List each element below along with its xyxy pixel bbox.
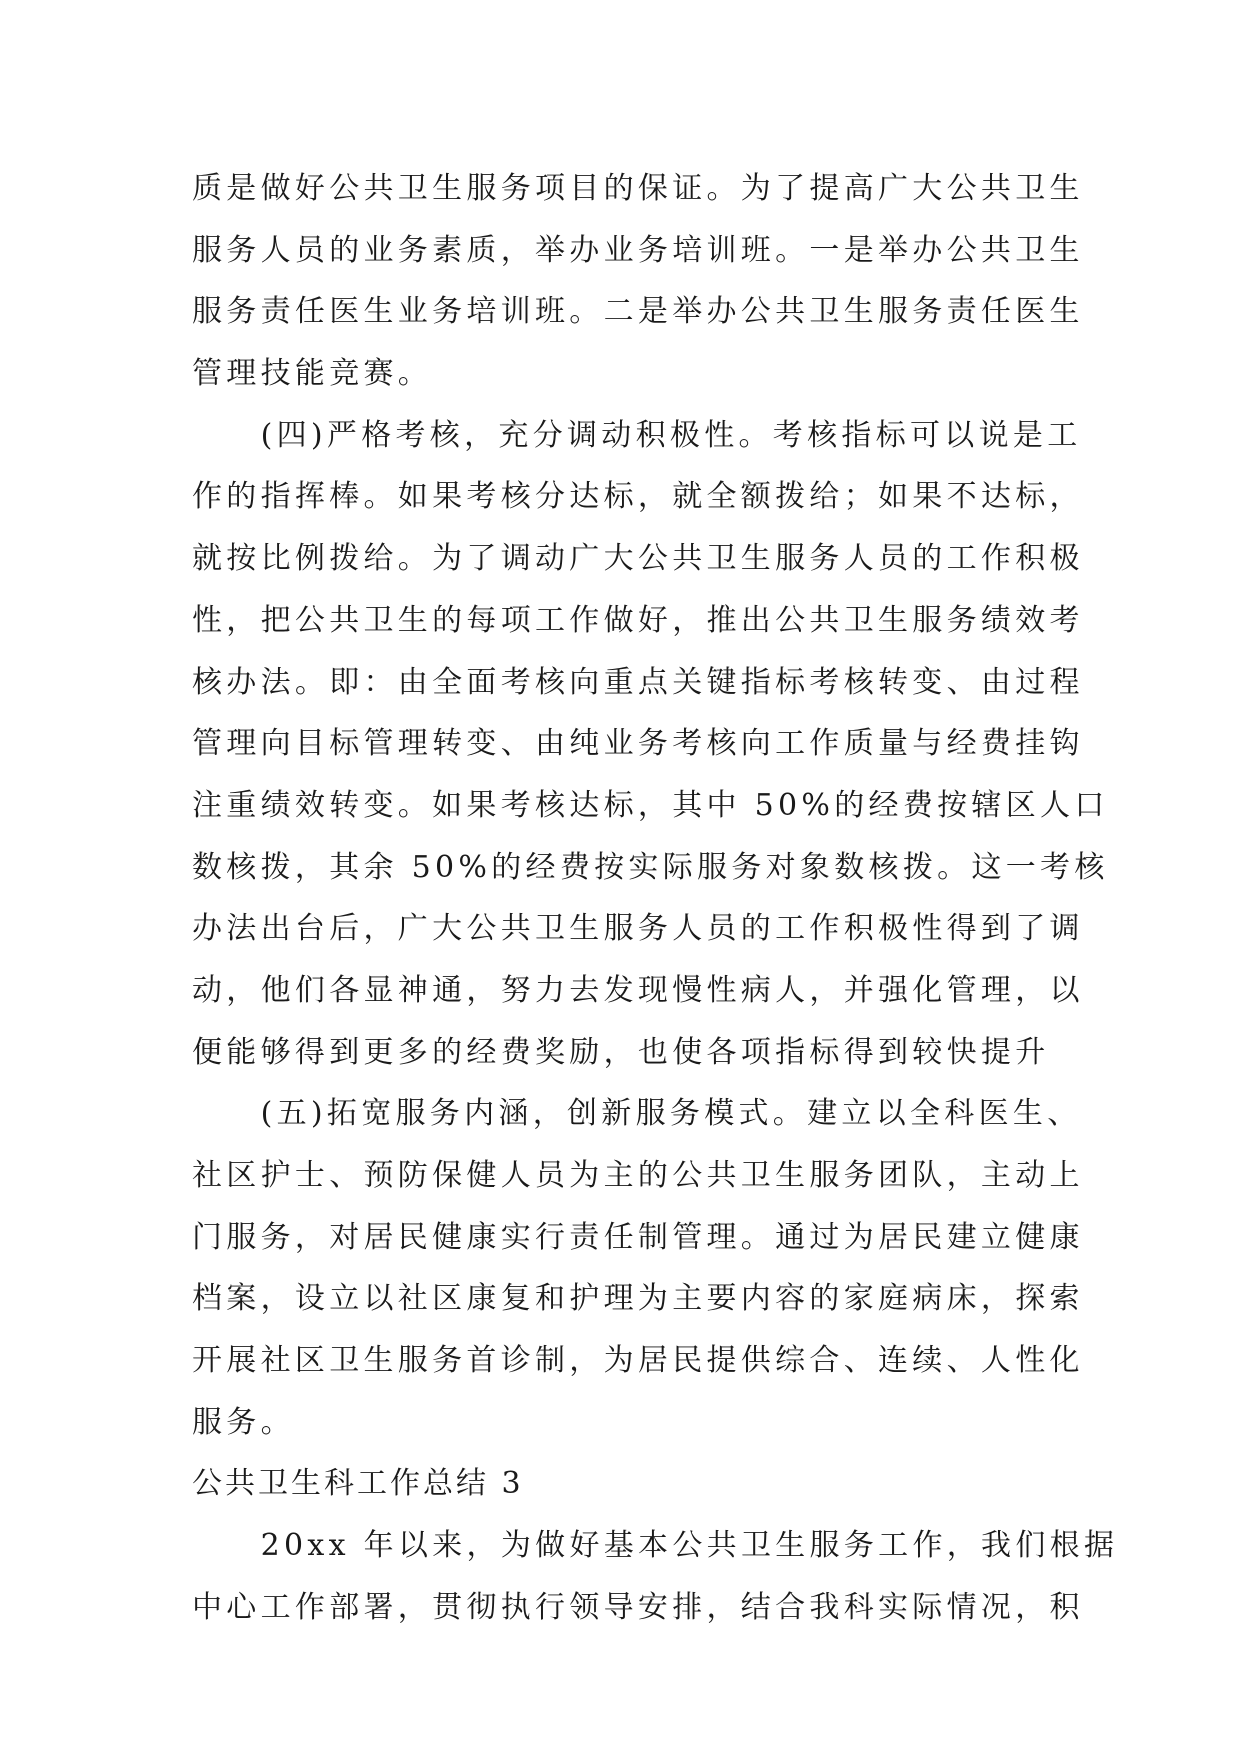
text-line: 性，把公共卫生的每项工作做好，推出公共卫生服务绩效考 (192, 602, 1084, 638)
text-line: 注重绩效转变。如果考核达标，其中 50%的经费按辖区人口 (192, 787, 1109, 823)
document-body (192, 158, 1119, 1639)
paragraph-start-line: (五)拓宽服务内涵，创新服务模式。建立以全科医生、 (192, 1096, 1082, 1132)
text-line: 管理向目标管理转变、由纯业务考核向工作质量与经费挂钩 (192, 726, 1084, 762)
text-line: 就按比例拨给。为了调动广大公共卫生服务人员的工作积极 (192, 541, 1084, 577)
text-line: 质是做好公共卫生服务项目的保证。为了提高广大公共卫生 (192, 171, 1084, 206)
text-line: 社区护士、预防保健人员为主的公共卫生服务团队，主动上 (192, 1158, 1084, 1193)
paragraph-start-line: 20xx 年以来，为做好基本公共卫生服务工作，我们根据 (192, 1528, 1119, 1564)
text-line: 作的指挥棒。如果考核分达标，就全额拨给；如果不达标， (192, 479, 1084, 515)
text-line: 门服务，对居民健康实行责任制管理。通过为居民建立健康 (192, 1219, 1084, 1255)
text-line: 动，他们各显神通，努力去发现慢性病人，并强化管理，以 (192, 972, 1084, 1008)
text-line: 服务。 (192, 1404, 295, 1440)
text-line: 数核拨，其余 50%的经费按实际服务对象数核拨。这一考核 (192, 849, 1109, 885)
paragraph-start-line: (四)严格考核，充分调动积极性。考核指标可以说是工 (192, 417, 1082, 453)
text-line: 办法出台后，广大公共卫生服务人员的工作积极性得到了调 (192, 911, 1084, 947)
text-line: 核办法。即：由全面考核向重点关键指标考核转变、由过程 (192, 664, 1084, 700)
text-line: 便能够得到更多的经费奖励，也使各项指标得到较快提升 (192, 1034, 1050, 1070)
text-line: 服务责任医生业务培训班。二是举办公共卫生服务责任医生 (192, 294, 1084, 330)
text-line: 开展社区卫生服务首诊制，为居民提供综合、连续、人性化 (192, 1343, 1084, 1379)
text-line: 管理技能竞赛。 (192, 356, 433, 392)
section-heading: 公共卫生科工作总结 3 (192, 1466, 524, 1502)
text-line: 档案，设立以社区康复和护理为主要内容的家庭病床，探索 (192, 1281, 1084, 1317)
text-line: 服务人员的业务素质，举办业务培训班。一是举办公共卫生 (192, 232, 1084, 268)
text-line: 中心工作部署，贯彻执行领导安排，结合我科实际情况，积 (192, 1589, 1084, 1625)
